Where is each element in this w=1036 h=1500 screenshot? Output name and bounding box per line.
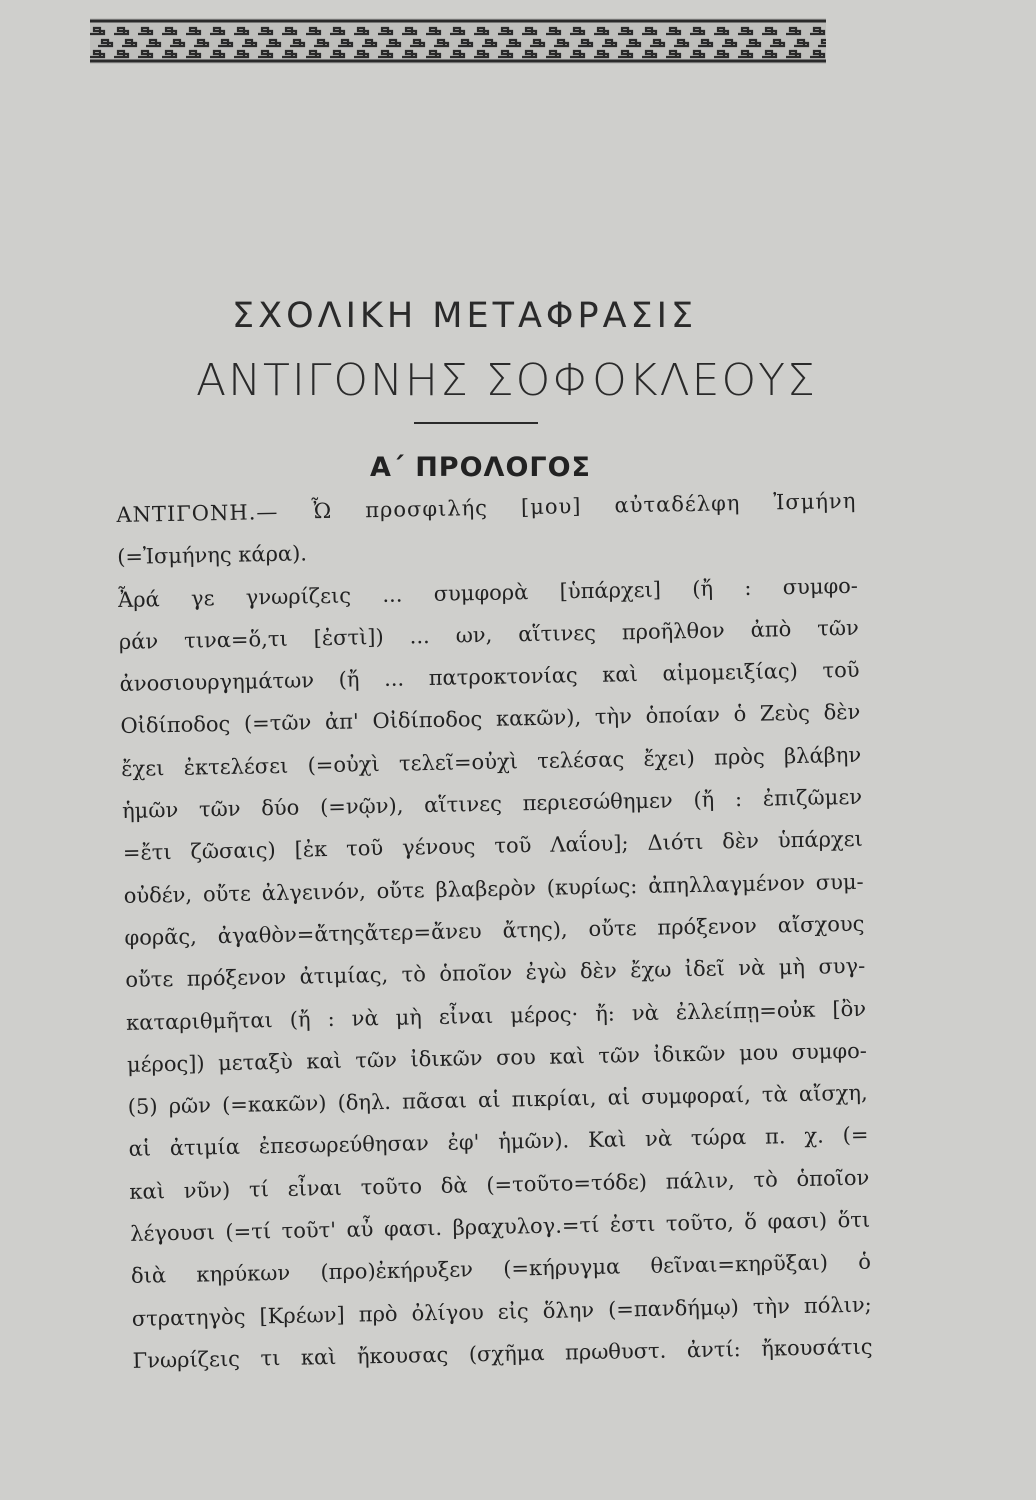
- text-line: διὰ κηρύκων (προ)ἐκήρυξεν (=κήρυγμα θεῖναι=κηρῦξαι) ὁ: [130, 1249, 872, 1289]
- text-line: Γνωρίζεις τι καὶ ἤκουσας (σχῆμα πρωθυστ. ἀντί: ἤκουσάτις: [132, 1334, 873, 1373]
- body-text: [116, 480, 873, 1382]
- title-line-1: ΣΧΟΛΙΚΗ ΜΕΤΑΦΡΑΣΙΣ: [232, 296, 698, 336]
- text-line: ράν τινα=ὅ,τι [ἐστὶ]) ... ων, αἵτινες προῆλθον ἀπὸ τῶν: [118, 615, 859, 654]
- text-line: οὐδέν, οὔτε ἀλγεινόν, οὔτε βλαβερὸν (κυρίως: ἀπηλλαγμένον συμ-: [123, 869, 864, 908]
- text-line: (=Ἰσμήνης κάρα).: [116, 541, 308, 570]
- text-line: ἀνοσιουργημάτων (ἤ ... πατροκτονίας καὶ αἱμομειξίας) τοῦ: [119, 657, 860, 697]
- title-line-2: ΑΝΤΙΓΟΝΗΣ ΣΟΦΟΚΛΕΟΥΣ: [196, 355, 817, 406]
- text-line: Ἆρά γε γνωρίζεις ... συμφορὰ [ὑπάρχει] (ἤ : συμφο-: [117, 573, 859, 612]
- text-line: ἡμῶν τῶν δύο (=νῷν), αἵτινες περιεσώθημεν (ἤ : ἐπιζῶμεν: [121, 784, 863, 824]
- title-divider: [414, 422, 538, 424]
- text-line: στρατηγὸς [Κρέων] πρὸ ὀλίγου εἰς ὅλην (=πανδήμῳ) τὴν πόλιν;: [131, 1292, 872, 1331]
- text-line: (5) ρῶν (=κακῶν) (δηλ. πᾶσαι αἱ πικρίαι, αἱ συμφοραί, τὰ αἴσχη,: [127, 1080, 868, 1120]
- text-line: καταριθμῆται (ἤ : νὰ μὴ εἶναι μέρος· ἤ: νὰ ἐλλείπῃ=οὐκ [ὂν: [125, 996, 867, 1035]
- text-line: μέρος]) μεταξὺ καὶ τῶν ἰδικῶν σου καὶ τῶν ἰδικῶν μου συμφο-: [126, 1038, 868, 1077]
- text-line: ΑΝΤΙΓΟΝΗ.— Ὦ προσφιλής [μου] αὐταδέλφη Ἰσμήνη: [116, 488, 857, 527]
- text-line: καὶ νῦν) τί εἶναι τοῦτο δὰ (=τοῦτο=τόδε) πάλιν, τὸ ὁποῖον: [129, 1165, 870, 1204]
- meander-ornament: [90, 18, 826, 64]
- text-line: οὔτε πρόξενον ἀτιμίας, τὸ ὁποῖον ἐγὼ δὲν ἔχω ἰδεῖ νὰ μὴ συγ-: [125, 953, 866, 993]
- text-line: φορᾶς, ἀγαθὸν=ἄτηςἄτερ=ἄνευ ἄτης), οὔτε πρόξενον αἴσχους: [124, 911, 865, 950]
- text-line: λέγουσι (=τί τοῦτ' αὖ φασι. βραχυλογ.=τί ἐστι τοῦτο, ὅ φασι) ὅτι: [129, 1207, 871, 1246]
- text-line: ἔχει ἐκτελέσει (=οὐχὶ τελεῖ=οὐχὶ τελέσας ἔχει) πρὸς βλάβην: [121, 742, 862, 781]
- text-line: =ἔτι ζῶσαις) [ἐκ τοῦ γένους τοῦ Λαΐου]; Διότι δὲν ὑπάρχει: [122, 827, 863, 866]
- section-heading: Α΄ ΠΡΟΛΟΓΟΣ: [370, 452, 592, 483]
- text-line: αἱ ἀτιμία ἐπεσωρεύθησαν ἐφ' ἡμῶν). Καὶ νὰ τώρα π. χ. (=: [128, 1123, 869, 1162]
- text-line: Οἰδίποδος (=τῶν ἀπ' Οἰδίποδος κακῶν), τὴν ὁποίαν ὁ Ζεὺς δὲν: [120, 700, 861, 739]
